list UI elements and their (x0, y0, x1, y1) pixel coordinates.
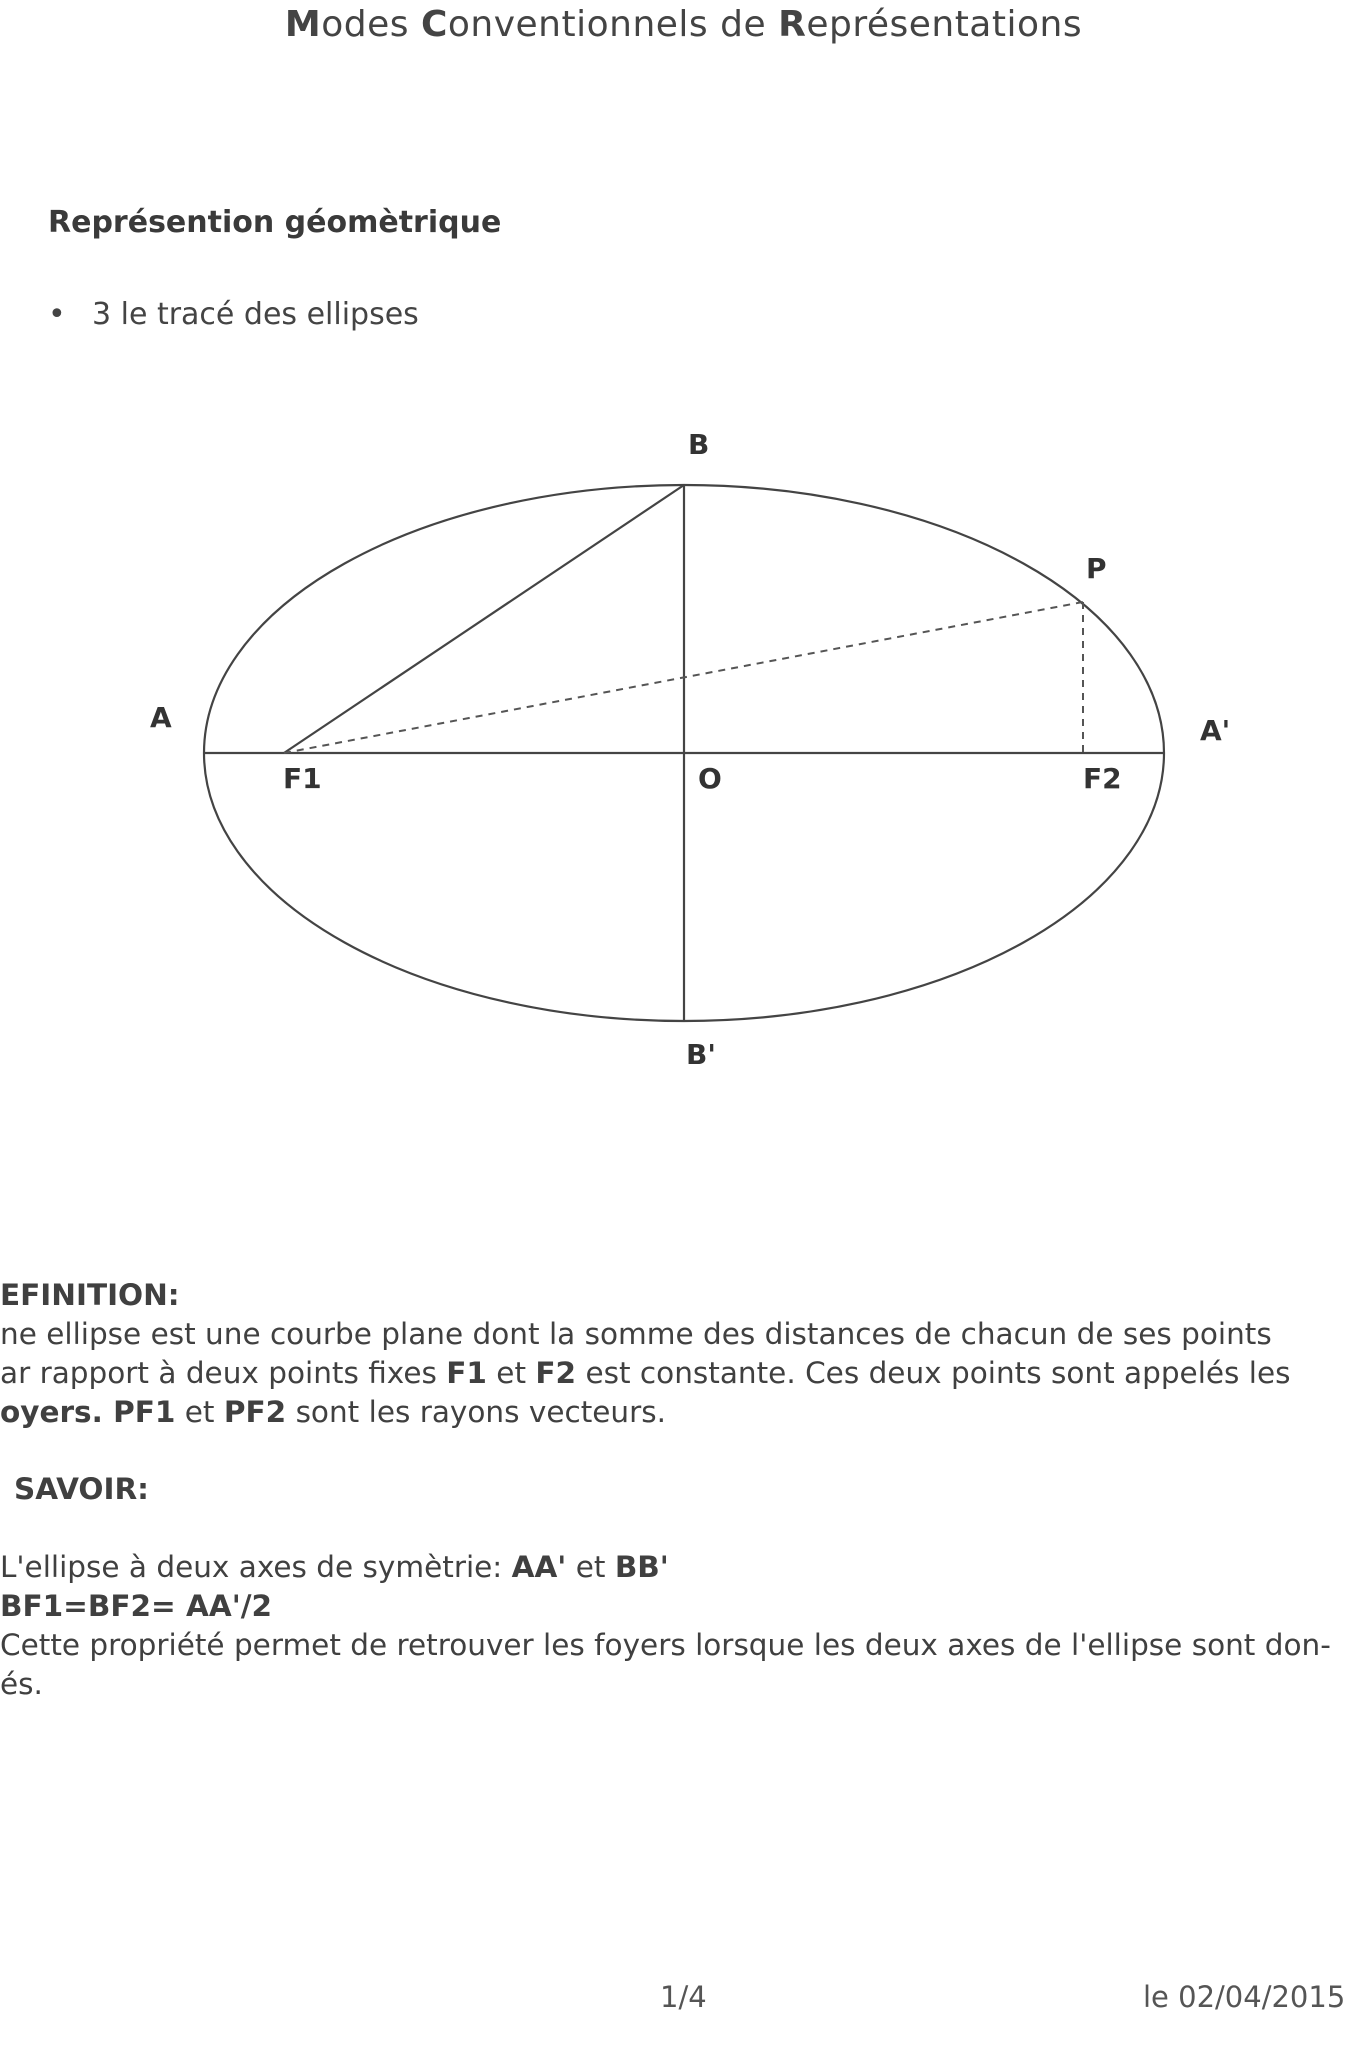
label-a-prime: A' (1200, 714, 1231, 747)
definition-line-3: oyers. PF1 et PF2 sont les rayons vecteurs. (0, 1395, 666, 1429)
definition-line-1: ne ellipse est une courbe plane dont la somme des distances de chacun de ses points (0, 1317, 1272, 1351)
a-savoir-line-3: Cette propriété permet de retrouver les foyers lorsque les deux axes de l'ellipse sont don- (0, 1628, 1331, 1662)
title-part-2: Conventionnels de (420, 4, 779, 45)
definition-line-2: ar rapport à deux points fixes F1 et F2 est constante. Ces deux points sont appelés les (0, 1356, 1291, 1390)
page-title (0, 4, 1367, 45)
ellipse-figure (0, 400, 1367, 1104)
bullet-item (48, 297, 419, 332)
bullet-dot-icon: • (48, 297, 66, 332)
a-savoir-line-4: és. (0, 1667, 43, 1701)
label-f2: F2 (1083, 762, 1122, 795)
definition-heading: EFINITION: (0, 1278, 180, 1312)
a-savoir-heading: SAVOIR: (14, 1472, 149, 1506)
a-savoir-section (0, 1470, 1367, 1704)
page-number: 1/4 (660, 1980, 707, 2014)
label-f1: F1 (283, 762, 322, 795)
definition-section (0, 1276, 1367, 1432)
label-o: O (698, 762, 722, 795)
section-title: Représention géomètrique (48, 205, 502, 240)
spacer (0, 1509, 1367, 1548)
a-savoir-line-2: BF1=BF2= AA'/2 (0, 1589, 273, 1623)
label-b-prime: B' (686, 1038, 716, 1071)
label-a: A (150, 701, 172, 734)
segment-f1-b (284, 485, 684, 753)
label-b: B (688, 428, 710, 461)
title-part-1: Modes (284, 4, 421, 45)
title-part-3: Représentations (778, 4, 1083, 45)
footer-date: le 02/04/2015 (1143, 1980, 1346, 2014)
ellipse-diagram (0, 400, 1367, 1100)
bullet-text: 3 le tracé des ellipses (92, 297, 419, 332)
a-savoir-line-1: L'ellipse à deux axes de symètrie: AA' et BB' (0, 1550, 669, 1584)
label-p: P (1086, 552, 1107, 585)
